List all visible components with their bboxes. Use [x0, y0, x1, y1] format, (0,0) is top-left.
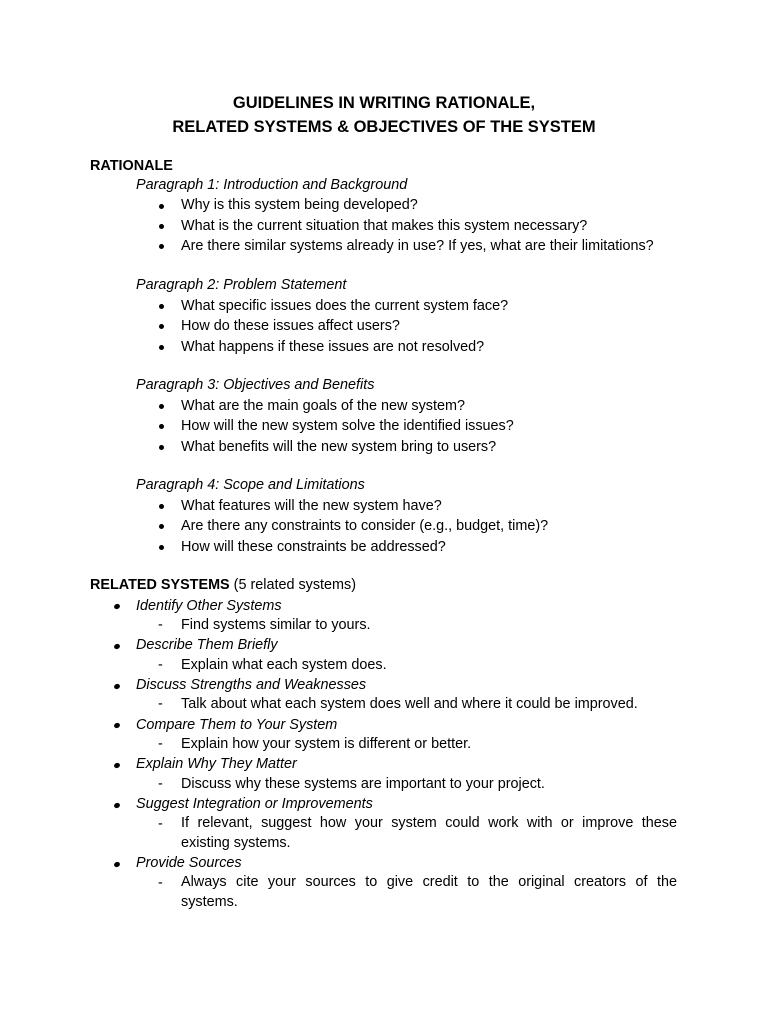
bullet-icon — [113, 643, 121, 650]
bullet-icon — [159, 445, 164, 450]
dash-marker: - — [158, 617, 163, 633]
bullet-icon — [159, 524, 164, 529]
related-system-title: Explain Why They Matter — [136, 756, 297, 772]
bullet-icon — [113, 722, 121, 729]
related-system-title: Suggest Integration or Improvements — [136, 796, 373, 812]
bullet-icon — [113, 762, 121, 769]
bullet-icon — [113, 802, 121, 809]
bullet-icon — [159, 224, 164, 229]
related-system-detail-continued: existing systems. — [181, 835, 291, 851]
related-system-title: Discuss Strengths and Weaknesses — [136, 677, 367, 693]
bullet-text: How will these constraints be addressed? — [181, 539, 446, 555]
bullet-text: What happens if these issues are not resolved? — [181, 339, 485, 355]
bullet-icon — [113, 603, 121, 610]
bullet-icon — [113, 683, 121, 690]
related-system-detail-continued: systems. — [181, 894, 238, 910]
related-system-detail: Explain how your system is different or better. — [181, 736, 472, 752]
paragraph-title: Paragraph 2: Problem Statement — [136, 277, 347, 293]
bullet-icon — [159, 404, 164, 409]
related-system-detail: Explain what each system does. — [181, 657, 387, 673]
related-systems-heading: RELATED SYSTEMS — [90, 577, 230, 593]
bullet-text: Why is this system being developed? — [181, 197, 418, 213]
dash-marker: - — [158, 875, 163, 891]
bullet-icon — [159, 324, 164, 329]
bullet-icon — [159, 345, 164, 350]
bullet-text: What specific issues does the current system face? — [181, 298, 509, 314]
related-system-title: Provide Sources — [136, 855, 242, 871]
dash-marker: - — [158, 696, 163, 712]
related-systems-note: (5 related systems) — [233, 577, 357, 593]
paragraph-title: Paragraph 3: Objectives and Benefits — [136, 377, 375, 393]
bullet-text: What are the main goals of the new system? — [181, 398, 465, 414]
bullet-icon — [159, 504, 164, 509]
document-title-line1: GUIDELINES IN WRITING RATIONALE, — [232, 94, 536, 112]
dash-marker: - — [158, 736, 163, 752]
related-system-title: Compare Them to Your System — [136, 717, 338, 733]
bullet-icon — [113, 861, 121, 868]
dash-marker: - — [158, 816, 163, 832]
bullet-icon — [159, 545, 164, 550]
bullet-text: How do these issues affect users? — [181, 318, 400, 334]
bullet-text: Are there any constraints to consider (e.g., budget, time)? — [181, 518, 549, 534]
related-system-title: Identify Other Systems — [136, 598, 282, 614]
related-system-title: Describe Them Briefly — [136, 637, 278, 653]
rationale-heading: RATIONALE — [90, 158, 173, 174]
bullet-text: What benefits will the new system bring to users? — [181, 439, 497, 455]
bullet-text: Are there similar systems already in use? If yes, what are their limitations? — [181, 238, 654, 254]
dash-marker: - — [158, 776, 163, 792]
related-system-detail: Always cite your sources to give credit to the original creators of the — [181, 874, 677, 890]
related-system-detail: If relevant, suggest how your system could work with or improve these — [181, 815, 677, 831]
document-title-line2: RELATED SYSTEMS & OBJECTIVES OF THE SYSTEM — [172, 118, 596, 136]
related-systems-heading-line — [90, 575, 356, 595]
dash-marker: - — [158, 657, 163, 673]
bullet-icon — [159, 424, 164, 429]
paragraph-title: Paragraph 1: Introduction and Background — [136, 177, 408, 193]
bullet-text: What features will the new system have? — [181, 498, 442, 514]
paragraph-title: Paragraph 4: Scope and Limitations — [136, 477, 365, 493]
bullet-text: How will the new system solve the identified issues? — [181, 418, 514, 434]
related-system-detail: Find systems similar to yours. — [181, 617, 371, 633]
bullet-icon — [159, 304, 164, 309]
related-system-detail: Talk about what each system does well and where it could be improved. — [181, 696, 638, 712]
bullet-icon — [159, 204, 164, 209]
bullet-icon — [159, 244, 164, 249]
bullet-text: What is the current situation that makes this system necessary? — [181, 218, 588, 234]
related-system-detail: Discuss why these systems are important to your project. — [181, 776, 545, 792]
